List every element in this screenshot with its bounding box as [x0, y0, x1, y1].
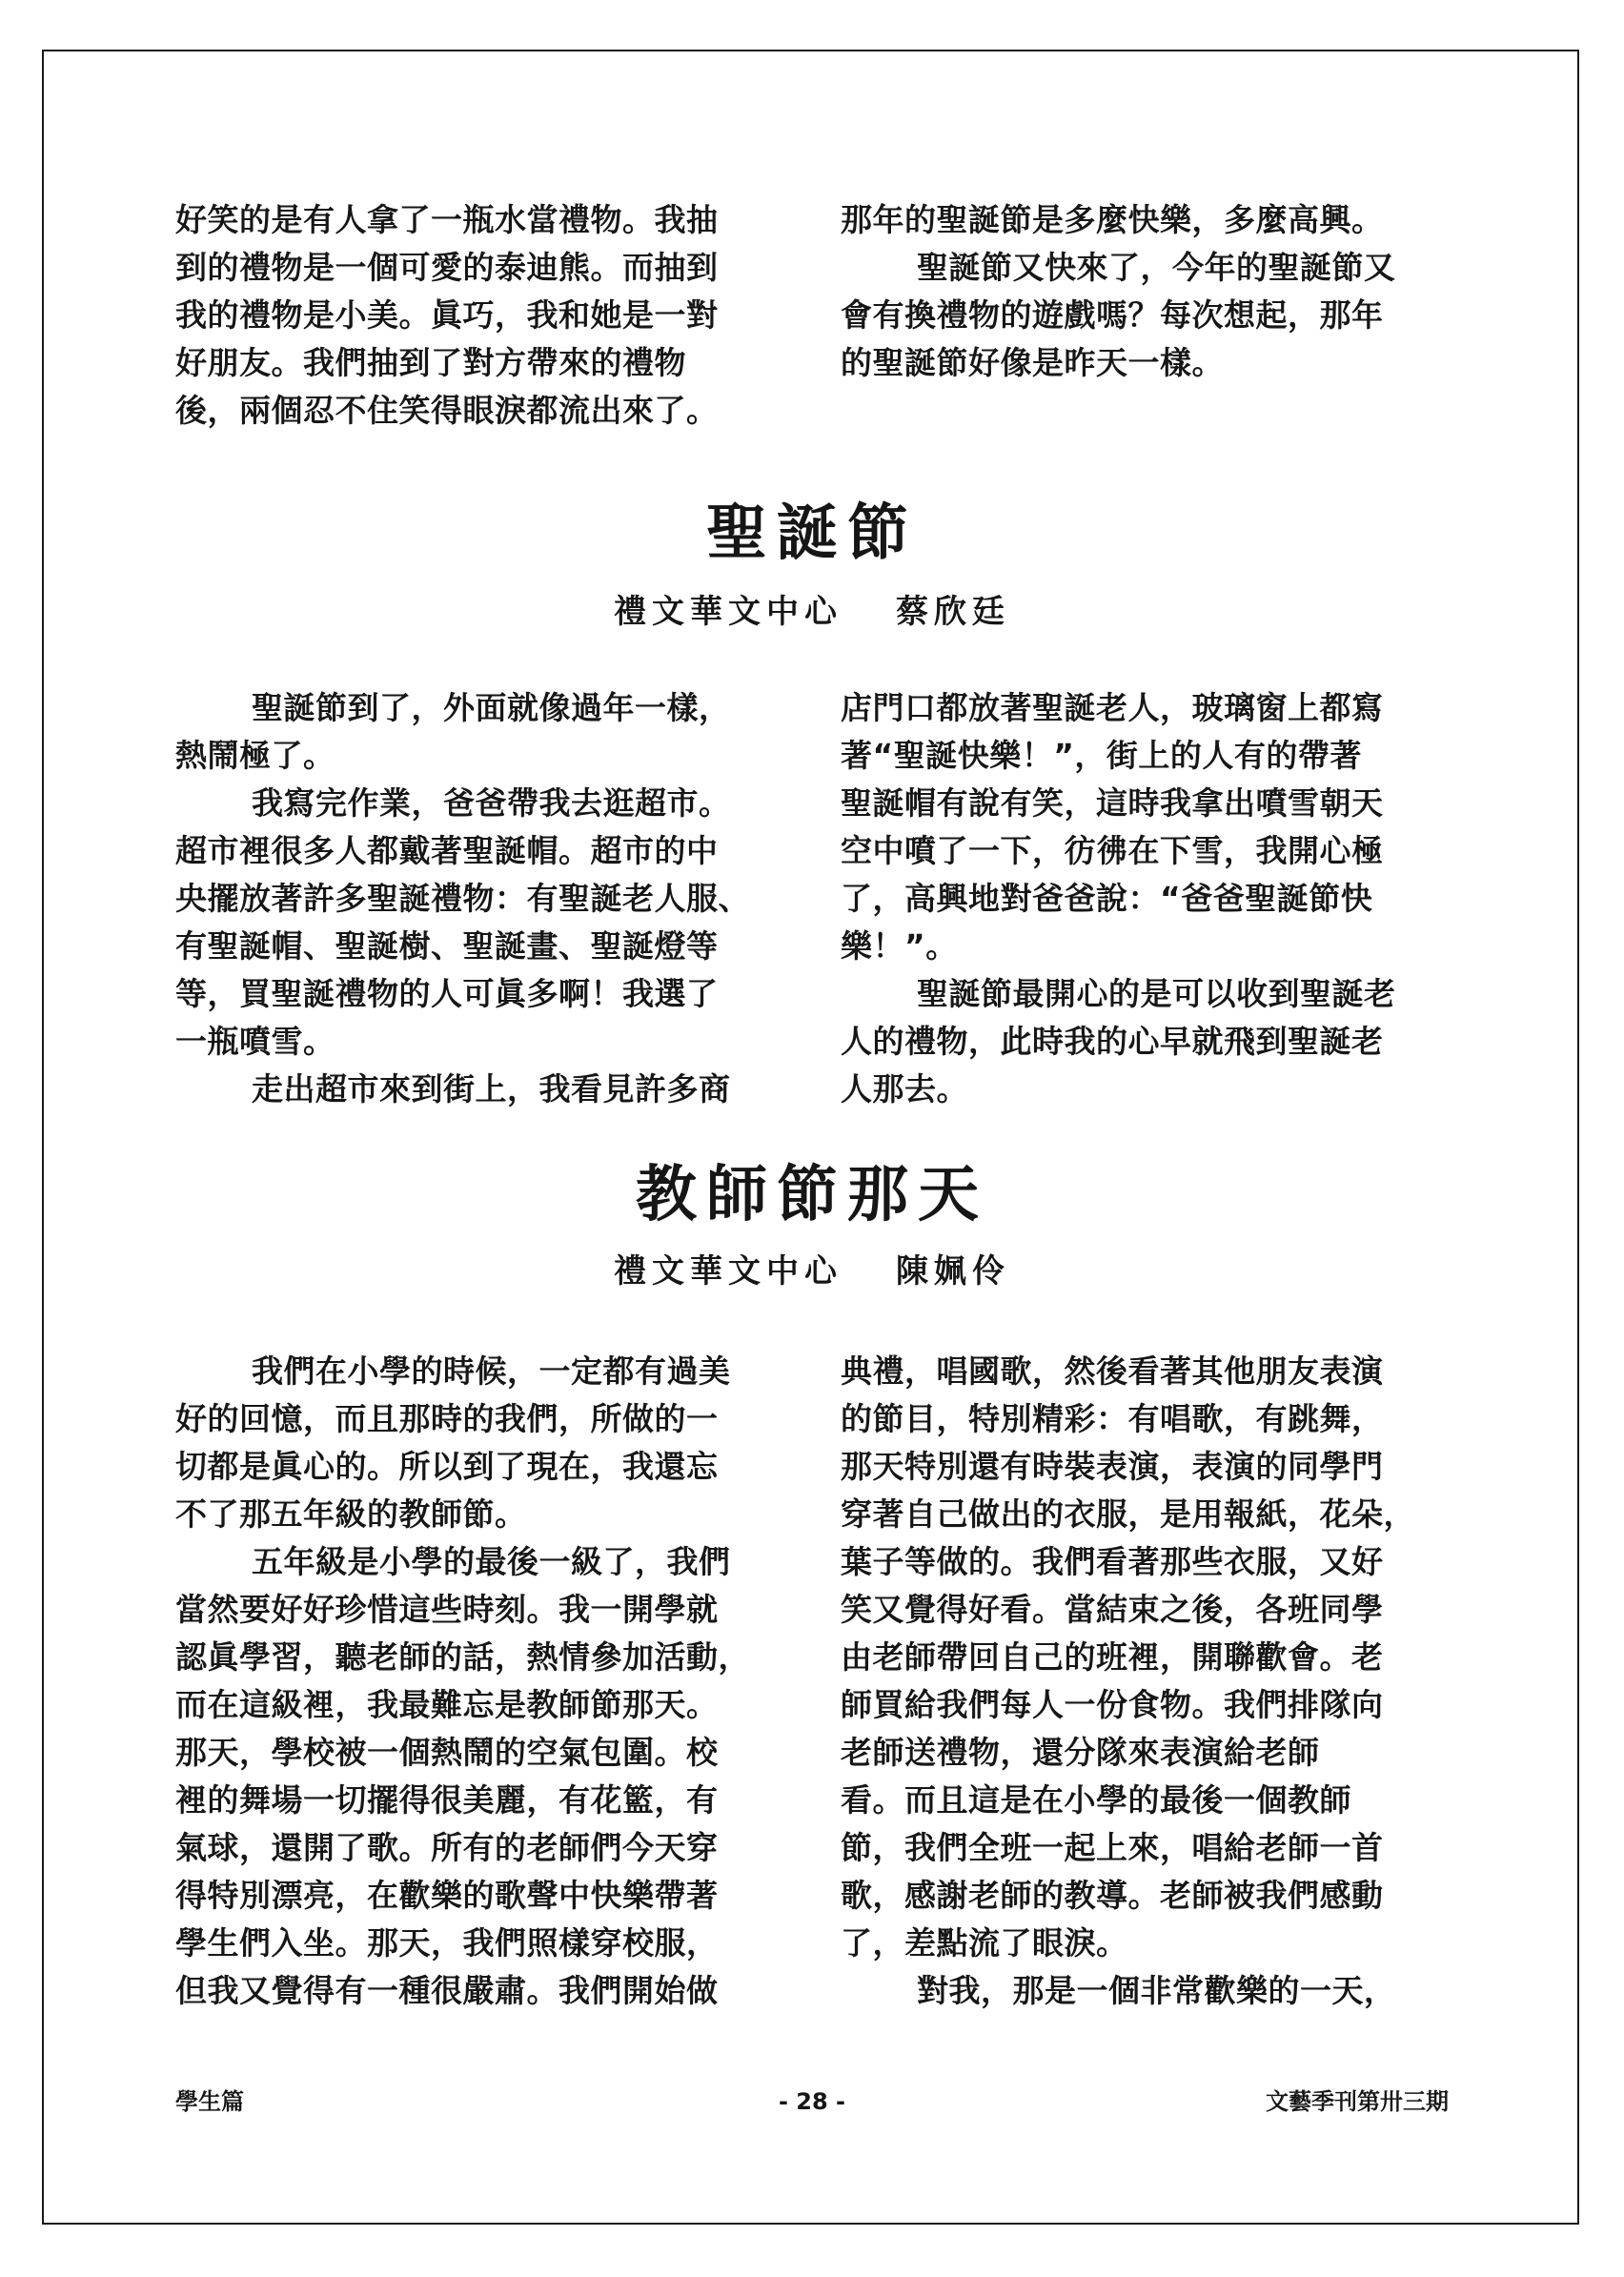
- text-line: 我們在小學的時候，一定都有過美: [252, 1352, 731, 1390]
- byline-school: 禮文華文中心: [614, 1252, 842, 1291]
- text-line: 典禮，唱國歌，然後看著其他朋友表演: [841, 1352, 1384, 1390]
- text-line: 聖誕節到了，外面就像過年一樣，: [252, 689, 731, 726]
- text-line: 熱鬧極了。: [175, 737, 335, 774]
- text-line: 師買給我們每人一份食物。我們排隊向: [841, 1686, 1384, 1723]
- text-line: 認眞學習，聽老師的話，熱情參加活動，: [175, 1638, 750, 1676]
- christmas-right-column: [841, 684, 1462, 1113]
- text-line: 店門口都放著聖誕老人，玻璃窗上都寫: [841, 689, 1384, 726]
- text-line: 得特別漂亮，在歡樂的歌聲中快樂帶著: [175, 1877, 719, 1914]
- continued-article-left-column: [175, 196, 797, 435]
- teachers-day-right-column: [841, 1348, 1462, 2015]
- text-line: 了，高興地對爸爸說：“爸爸聖誕節快: [841, 880, 1373, 917]
- christmas-left-column: [175, 684, 797, 1113]
- text-line: 了，差點流了眼淚。: [841, 1924, 1128, 1962]
- text-line: 不了那五年級的教師節。: [175, 1495, 527, 1533]
- footer-section-label: 學生篇: [175, 2088, 244, 2115]
- text-line: 那天特別還有時裝表演，表演的同學門: [841, 1448, 1384, 1485]
- article-byline-teachers-day: [0, 1250, 1624, 1292]
- byline-author: 陳姵伶: [896, 1252, 1010, 1291]
- text-line: 超市裡很多人都戴著聖誕帽。超市的中: [175, 832, 719, 869]
- text-line: 由老師帶回自己的班裡，開聯歡會。老: [841, 1638, 1384, 1676]
- text-line: 葉子等做的。我們看著那些衣服，又好: [841, 1543, 1384, 1580]
- text-line: 到的禮物是一個可愛的泰迪熊。而抽到: [175, 249, 719, 286]
- article-title-christmas: 聖誕節: [706, 498, 918, 569]
- text-line: 我寫完作業，爸爸帶我去逛超市。: [252, 784, 731, 822]
- text-line: 穿著自己做出的衣服，是用報紙，花朵，: [841, 1495, 1415, 1533]
- text-line: 空中噴了一下，彷彿在下雪，我開心極: [841, 832, 1384, 869]
- text-line: 看。而且這是在小學的最後一個教師: [841, 1781, 1351, 1819]
- text-line: 的聖誕節好像是昨天一樣。: [841, 344, 1224, 381]
- text-line: 而在這級裡，我最難忘是教師節那天。: [175, 1686, 719, 1723]
- text-line: 我的禮物是小美。眞巧，我和她是一對: [175, 296, 719, 334]
- text-line: 五年級是小學的最後一級了，我們: [252, 1543, 731, 1580]
- text-line: 但我又覺得有一種很嚴肅。我們開始做: [175, 1972, 719, 2009]
- text-line: 學生們入坐。那天，我們照樣穿校服，: [175, 1924, 719, 1962]
- text-line: 聖誕節又快來了，今年的聖誕節又: [917, 249, 1396, 286]
- byline-author: 蔡欣廷: [896, 593, 1010, 631]
- text-line: 老師送禮物，還分隊來表演給老師: [841, 1734, 1320, 1771]
- teachers-day-left-column: [175, 1348, 797, 2015]
- text-line: 對我，那是一個非常歡樂的一天，: [917, 1972, 1396, 2009]
- text-line: 聖誕帽有說有笑，這時我拿出噴雪朝天: [841, 784, 1384, 822]
- text-line: 那天，學校被一個熱鬧的空氣包圍。校: [175, 1734, 719, 1771]
- text-line: 樂！”。: [841, 927, 958, 965]
- text-line: 走出超市來到街上，我看見許多商: [252, 1070, 731, 1108]
- text-line: 好的回憶，而且那時的我們，所做的一: [175, 1400, 719, 1437]
- text-line: 會有換禮物的遊戲嗎？每次想起，那年: [841, 296, 1384, 334]
- footer-publication-name: 文藝季刊第卅三期: [1266, 2088, 1449, 2115]
- text-line: 那年的聖誕節是多麼快樂，多麼高興。: [841, 201, 1384, 238]
- text-line: 聖誕節最開心的是可以收到聖誕老: [917, 975, 1396, 1012]
- byline-school: 禮文華文中心: [614, 593, 842, 631]
- text-line: 等，買聖誕禮物的人可眞多啊！我選了: [175, 975, 719, 1012]
- text-line: 人那去。: [841, 1070, 968, 1108]
- text-line: 好朋友。我們抽到了對方帶來的禮物: [175, 344, 686, 381]
- text-line: 切都是眞心的。所以到了現在，我還忘: [175, 1448, 719, 1485]
- continued-article-right-column: [841, 196, 1462, 387]
- text-line: 當然要好好珍惜這些時刻。我一開學就: [175, 1591, 719, 1628]
- text-line: 節，我們全班一起上來，唱給老師一首: [841, 1829, 1384, 1866]
- article-byline-christmas: [0, 591, 1624, 633]
- text-line: 裡的舞場一切擺得很美麗，有花籃，有: [175, 1781, 719, 1819]
- text-line: 好笑的是有人拿了一瓶水當禮物。我抽: [175, 201, 719, 238]
- text-line: 央擺放著許多聖誕禮物：有聖誕老人服、: [175, 880, 750, 917]
- text-line: 的節目，特別精彩：有唱歌，有跳舞，: [841, 1400, 1384, 1437]
- text-line: 有聖誕帽、聖誕樹、聖誕畫、聖誕燈等: [175, 927, 719, 965]
- article-title-teachers-day: 教師節那天: [636, 1159, 988, 1230]
- text-line: 一瓶噴雪。: [175, 1023, 335, 1060]
- text-line: 人的禮物，此時我的心早就飛到聖誕老: [841, 1023, 1384, 1060]
- text-line: 笑又覺得好看。當結束之後，各班同學: [841, 1591, 1384, 1628]
- text-line: 歌，感謝老師的教導。老師被我們感動: [841, 1877, 1384, 1914]
- text-line: 著“聖誕快樂！”，街上的人有的帶著: [841, 737, 1362, 774]
- footer-page-number: - 28 -: [778, 2088, 846, 2115]
- text-line: 後，兩個忍不住笑得眼淚都流出來了。: [175, 392, 719, 429]
- text-line: 氣球，還開了歌。所有的老師們今天穿: [175, 1829, 719, 1866]
